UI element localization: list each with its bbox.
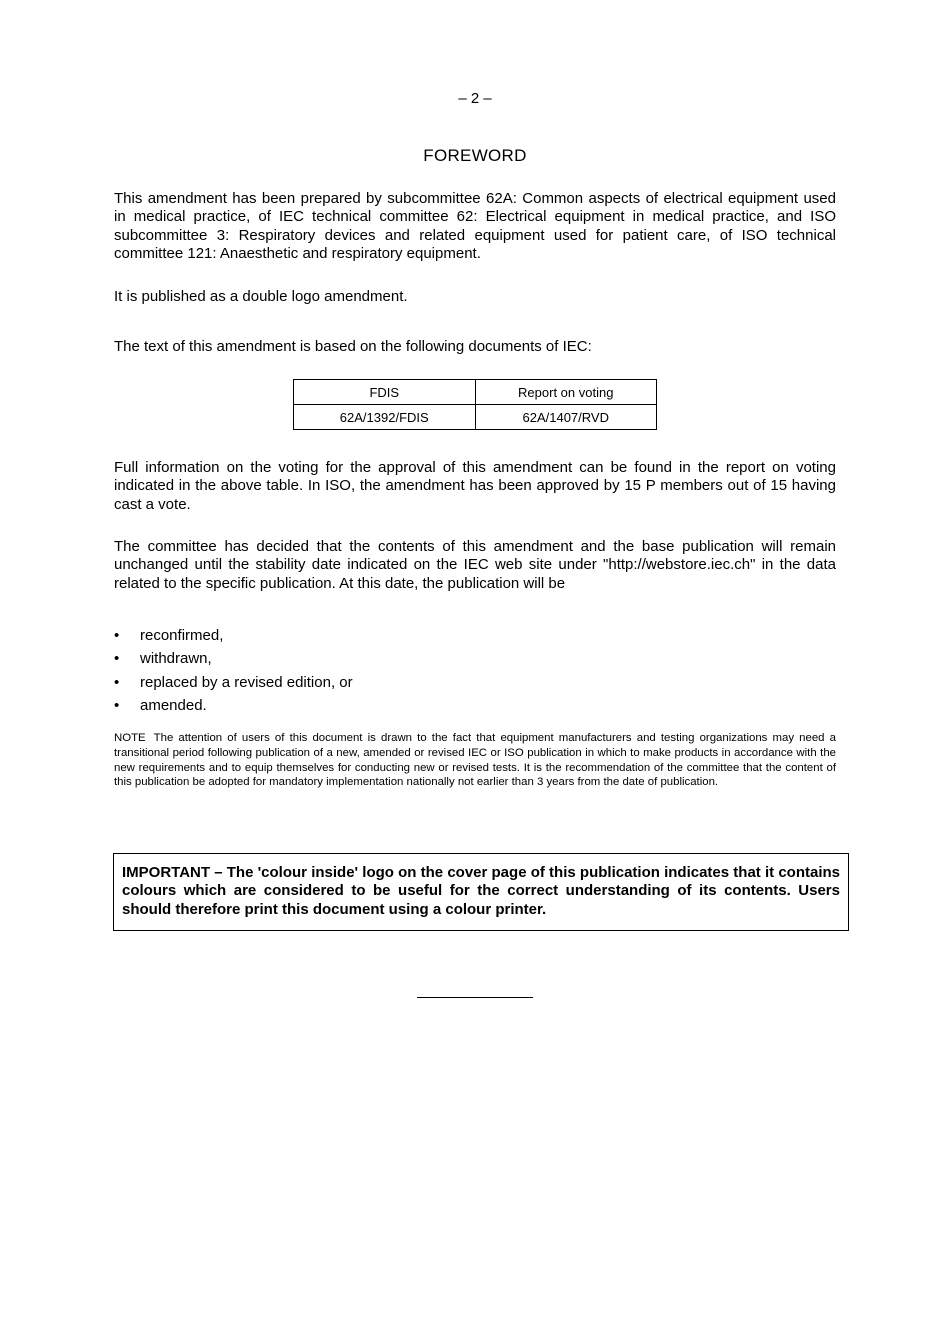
note-paragraph (114, 731, 836, 790)
list-item-text: replaced by a revised edition, or (140, 673, 353, 691)
foreword-paragraph-voting-info: Full information on the voting for the approval of this amendment can be found in the report on voting indicated in the above table. In ISO, the amendment has been approved by 15 P members out of 15 having cast a vote. (114, 459, 836, 513)
voting-table-header-fdis: FDIS (294, 380, 476, 405)
voting-table-header-report: Report on voting (475, 380, 657, 405)
note-text: The attention of users of this document is drawn to the fact that equipment manufacturers and testing organizations may need a transitional period following publication of a new, amended or revised IEC or ISO publication in which to make products in accordance with the new requirements and to equip themselves for conducting new or revised tests. It is the recommendation of the committee that the content of this publication be adopted for mandatory implementation nationally not earlier than 3 years from the date of publication. (114, 732, 836, 789)
voting-table (293, 379, 657, 430)
bullet-marker: • (114, 650, 120, 668)
list-item-text: withdrawn, (140, 650, 212, 668)
voting-table-row (294, 405, 657, 430)
foreword-paragraph-stability: The committee has decided that the contents of this amendment and the base publication will remain unchanged until the stability date indicated on the IEC web site under "http://webstore.iec.ch" in the data related to the specific publication. At this date, the publication will be (114, 538, 836, 592)
list-item-text: reconfirmed, (140, 627, 224, 644)
voting-table-cell-fdis: 62A/1392/FDIS (294, 405, 476, 430)
important-notice-box: IMPORTANT – The 'colour inside' logo on the cover page of this publication indicates that it contains colours which are considered to be useful for the correct understanding of its contents. Users should therefore print this document using a colour printer. (113, 853, 849, 931)
voting-table-cell-rvd: 62A/1407/RVD (475, 405, 657, 430)
list-item-text: amended. (140, 696, 207, 714)
end-rule (417, 997, 533, 998)
foreword-paragraph-documents: The text of this amendment is based on the following documents of IEC: (114, 338, 592, 355)
note-label: NOTE (114, 732, 146, 744)
bullet-marker: • (114, 696, 120, 714)
bullet-marker: • (114, 673, 120, 691)
page-number: – 2 – (458, 90, 492, 107)
voting-table-header-row (294, 380, 657, 405)
foreword-paragraph-double-logo: It is published as a double logo amendment. (114, 288, 408, 305)
bullet-marker: • (114, 627, 120, 644)
page-title: FOREWORD (423, 146, 527, 165)
foreword-paragraph-preparation: This amendment has been prepared by subcommittee 62A: Common aspects of electrical equipment used in medical practice, of IEC technical committee 62: Electrical equipment in medical practice, and ISO subcommittee 3: Respiratory devices and related equipment used for patient care, of ISO technical committee 121: Anaesthetic and respiratory equipment. (114, 190, 836, 263)
